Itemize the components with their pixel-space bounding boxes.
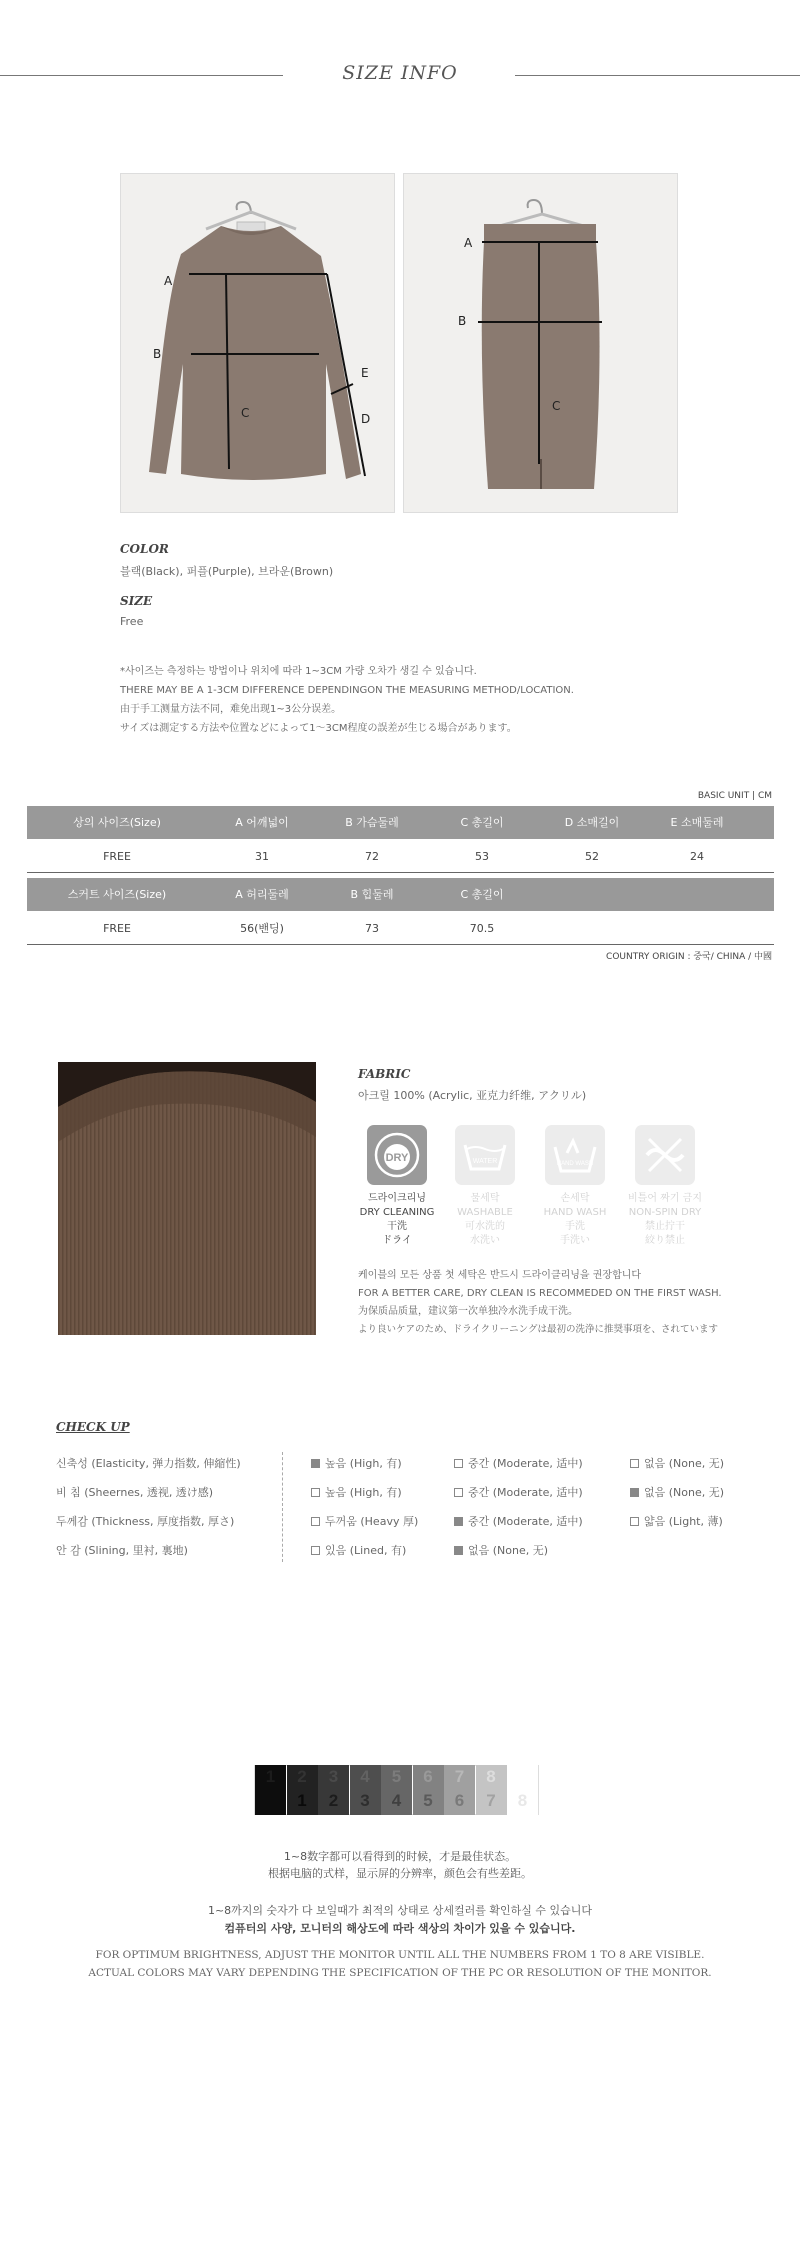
care-note-cn: 为保质品质量，建议第一次单独冷水洗手成干洗。 [358, 1306, 578, 1317]
care-label-line: WASHABLE [457, 1207, 513, 1218]
check-option [630, 1455, 724, 1471]
option-text: 높음 (High, 有) [325, 1486, 402, 1499]
care-label-dry-clean [352, 1192, 442, 1248]
measure-label-c: C [241, 406, 250, 420]
measure-label-c: C [552, 399, 561, 413]
top-size-table-header [27, 806, 774, 839]
care-label-line: ドライ [382, 1235, 412, 1246]
gradient-square [255, 1765, 286, 1815]
gradient-digit-bottom: 5 [423, 1791, 433, 1810]
check-option [311, 1542, 406, 1558]
table-cell: FREE [103, 850, 131, 863]
svg-text:WATER: WATER [472, 1158, 498, 1165]
check-row-thickness [56, 1513, 756, 1533]
check-row-sheerness [56, 1484, 756, 1504]
measure-label-a: A [164, 274, 173, 288]
care-notes [358, 1267, 778, 1339]
table-header-cell: C 총길이 [460, 888, 504, 901]
check-label: 비 침 (Sheernes, 透视, 透け感) [56, 1486, 214, 1499]
table-cell: 53 [475, 850, 489, 863]
gradient-digit-top: 8 [486, 1767, 496, 1786]
check-option [454, 1484, 583, 1500]
checkbox [311, 1459, 320, 1468]
care-label-line: 물세탁 [470, 1193, 500, 1204]
checkbox [630, 1488, 639, 1497]
care-label-no-spin-dry [620, 1192, 710, 1248]
table-header-cell: 상의 사이즈(Size) [73, 816, 161, 829]
checkbox [630, 1517, 639, 1526]
gradient-digit-top: 1 [265, 1767, 276, 1786]
page-title: SIZE INFO [342, 62, 458, 84]
gradient-square [381, 1765, 412, 1815]
gradient-digit-bottom: 6 [454, 1791, 465, 1810]
measure-label-a: A [464, 236, 473, 250]
check-option [630, 1513, 723, 1529]
skirt-garment-image [404, 174, 678, 513]
option-text: 중간 (Moderate, 适中) [468, 1457, 583, 1470]
care-note-kr: 케이블의 모든 상품 첫 세탁은 반드시 드라이클리닝을 권장합니다 [358, 1270, 642, 1281]
note-cn: 由于手工测量方法不同，难免出现1~3公分误差。 [120, 704, 342, 715]
checkbox [630, 1459, 639, 1468]
table-header-cell: A 어깨넓이 [235, 816, 289, 829]
care-label-water-wash [440, 1192, 530, 1248]
check-label: 안 감 (Slining, 里衬, 裏地) [56, 1544, 188, 1557]
checkbox [311, 1517, 320, 1526]
gradient-digit-top: 3 [328, 1767, 339, 1786]
gradient-square [350, 1765, 381, 1815]
note-kr: *사이즈는 측정하는 방법이나 위치에 따라 1~3CM 가량 오차가 생길 수 있습니다. [120, 666, 477, 677]
checkbox [454, 1517, 463, 1526]
monitor-note-line: ACTUAL COLORS MAY VARY DEPENDING THE SPECIFICATION OF THE PC OR RESOLUTION OF THE MONITOR. [88, 1967, 712, 1979]
table-cell: 56(밴딩) [240, 922, 284, 935]
option-text: 중간 (Moderate, 适中) [468, 1515, 583, 1528]
note-en: THERE MAY BE A 1-3CM DIFFERENCE DEPENDINGON THE MEASURING METHOD/LOCATION. [120, 685, 574, 696]
option-text: 높음 (High, 有) [325, 1457, 402, 1470]
gradient-digit-top: 7 [454, 1767, 465, 1786]
skirt-size-table-row [27, 912, 774, 945]
no-spin-dry-icon [635, 1125, 695, 1185]
top-size-table-row [27, 840, 774, 873]
hand-wash-icon [545, 1125, 605, 1185]
top-measure-photo [120, 173, 395, 513]
care-label-line: 手洗 [565, 1221, 585, 1232]
gradient-digit-top: 4 [360, 1767, 370, 1786]
table-cell: 70.5 [469, 922, 495, 935]
color-value: 블랙(Black), 퍼플(Purple), 브라운(Brown) [120, 565, 334, 578]
option-text: 없음 (None, 无) [644, 1457, 725, 1470]
gradient-square [476, 1765, 507, 1815]
gradient-digit-bottom: 3 [360, 1791, 370, 1810]
gradient-digit-bottom: 4 [391, 1791, 402, 1810]
dry-clean-icon [367, 1125, 427, 1185]
option-text: 두꺼움 (Heavy 厚) [325, 1515, 419, 1528]
table-header-cell: A 허리둘레 [235, 888, 289, 901]
monitor-notes-en [0, 1946, 800, 1982]
table-cell: 72 [365, 850, 379, 863]
gradient-square [507, 1765, 538, 1815]
check-option [311, 1484, 402, 1500]
care-label-hand-wash [530, 1192, 620, 1248]
table-cell: 52 [585, 850, 599, 863]
monitor-notes-cn [0, 1848, 800, 1882]
gradient-square [444, 1765, 475, 1815]
table-header-cell: B 가슴둘레 [345, 816, 399, 829]
care-label-line: 水洗い [470, 1235, 500, 1246]
svg-text:DRY: DRY [385, 1152, 409, 1164]
care-label-line: 드라이크리닝 [368, 1193, 426, 1204]
option-text: 얇음 (Light, 薄) [644, 1515, 723, 1528]
gradient-square [413, 1765, 444, 1815]
fabric-value: 아크릴 100% (Acrylic, 亚克力纤维, アクリル) [358, 1089, 587, 1102]
table-header-cell: C 총길이 [460, 816, 504, 829]
gradient-digit-top: 5 [391, 1767, 402, 1786]
checkbox [454, 1488, 463, 1497]
care-label-line: 비틀어 짜기 금지 [628, 1193, 702, 1204]
care-note-en: FOR A BETTER CARE, DRY CLEAN IS RECOMMEDED ON THE FIRST WASH. [358, 1288, 722, 1299]
check-row-elasticity [56, 1455, 756, 1475]
gradient-digit-bottom: 2 [328, 1791, 339, 1810]
table-header-cell: B 힙둘레 [350, 888, 394, 901]
size-heading: SIZE [120, 594, 153, 608]
check-option [630, 1484, 724, 1500]
water-wash-icon [455, 1125, 515, 1185]
checkbox [311, 1546, 320, 1555]
measure-label-d: D [361, 412, 371, 426]
note-jp: サイズは測定する方法や位置などによって1〜3CM程度の誤差が生じる場合があります。 [120, 723, 517, 734]
monitor-note-line: FOR OPTIMUM BRIGHTNESS, ADJUST THE MONITOR UNTIL ALL THE NUMBERS FROM 1 TO 8 ARE VISIBLE. [95, 1949, 705, 1961]
size-value: Free [120, 615, 144, 628]
care-label-line: DRY CLEANING [359, 1207, 435, 1218]
table-header-cell: E 소매둘레 [670, 816, 724, 829]
table-header-cell: D 소매길이 [564, 816, 620, 829]
checkbox [311, 1488, 320, 1497]
monitor-note-line: 1~8数字都可以看得到的时候，才是最佳状态。 [283, 1850, 517, 1863]
top-garment-image [121, 174, 395, 513]
care-label-line: 手洗い [560, 1235, 590, 1246]
gradient-digit-bottom: 8 [517, 1791, 528, 1810]
care-label-line: 干洗 [387, 1221, 407, 1232]
check-option [311, 1455, 402, 1471]
unit-label: BASIC UNIT | CM [697, 791, 772, 801]
fabric-heading: FABRIC [358, 1067, 411, 1081]
care-label-line: 絞り禁止 [645, 1235, 685, 1246]
check-row-lining [56, 1542, 756, 1562]
check-up-heading: CHECK UP [56, 1420, 130, 1434]
check-label: 두께감 (Thickness, 厚度指数, 厚さ) [56, 1515, 235, 1528]
monitor-note-line: 根据电脑的式样，显示屏的分辨率，颜色会有些差距。 [268, 1867, 532, 1880]
measurement-notes [120, 662, 760, 738]
checkbox [454, 1546, 463, 1555]
monitor-notes-kr [0, 1902, 800, 1938]
monitor-note-line: 1~8까지의 숫자가 다 보일때가 최적의 상태로 상세컬러를 확인하실 수 있습니다 [207, 1904, 593, 1917]
check-option [454, 1455, 583, 1471]
measure-label-b: B [458, 314, 467, 328]
care-label-line: 可水洗的 [465, 1221, 505, 1232]
table-cell: FREE [103, 922, 131, 935]
monitor-note-line: 컴퓨터의 사양, 모니터의 해상도에 따라 색상의 차이가 있을 수 있습니다. [224, 1922, 576, 1935]
check-label: 신축성 (Elasticity, 弹力指数, 伸縮性) [56, 1457, 241, 1470]
option-text: 중간 (Moderate, 适中) [468, 1486, 583, 1499]
gradient-digit-bottom: 7 [486, 1791, 496, 1810]
checkbox [454, 1459, 463, 1468]
check-option [454, 1513, 583, 1529]
option-text: 없음 (None, 无) [644, 1486, 725, 1499]
measure-label-e: E [361, 366, 369, 380]
skirt-measure-photo [403, 173, 678, 513]
measure-label-b: B [153, 347, 162, 361]
care-label-line: 손세탁 [560, 1193, 590, 1204]
table-cell: 31 [255, 850, 269, 863]
care-label-line: HAND WASH [543, 1207, 607, 1218]
gradient-digit-top: 6 [423, 1767, 433, 1786]
option-text: 있음 (Lined, 有) [325, 1544, 407, 1557]
care-note-jp: より良いケアのため、ドライクリーニングは最初の洗浄に推奨事項を、されています [358, 1324, 718, 1335]
check-option [454, 1542, 548, 1558]
knit-texture [58, 1062, 316, 1335]
svg-text:HAND WASH: HAND WASH [556, 1161, 594, 1167]
table-header-cell: 스커트 사이즈(Size) [67, 888, 167, 901]
gradient-digit-top: 2 [297, 1767, 307, 1786]
country-origin: COUNTRY ORIGIN : 중국/ CHINA / 中國 [606, 952, 772, 962]
color-heading: COLOR [120, 542, 169, 556]
fabric-close-up-image [58, 1062, 316, 1335]
gradient-digit-bottom: 1 [297, 1791, 307, 1810]
table-cell: 24 [690, 850, 704, 863]
skirt-size-table-header [27, 878, 774, 911]
care-label-line: NON-SPIN DRY [628, 1207, 702, 1218]
gradient-square [318, 1765, 349, 1815]
check-option [311, 1513, 418, 1529]
care-label-line: 禁止拧干 [645, 1221, 685, 1232]
option-text: 없음 (None, 无) [468, 1544, 549, 1557]
table-cell: 73 [365, 922, 379, 935]
gradient-square [287, 1765, 318, 1815]
